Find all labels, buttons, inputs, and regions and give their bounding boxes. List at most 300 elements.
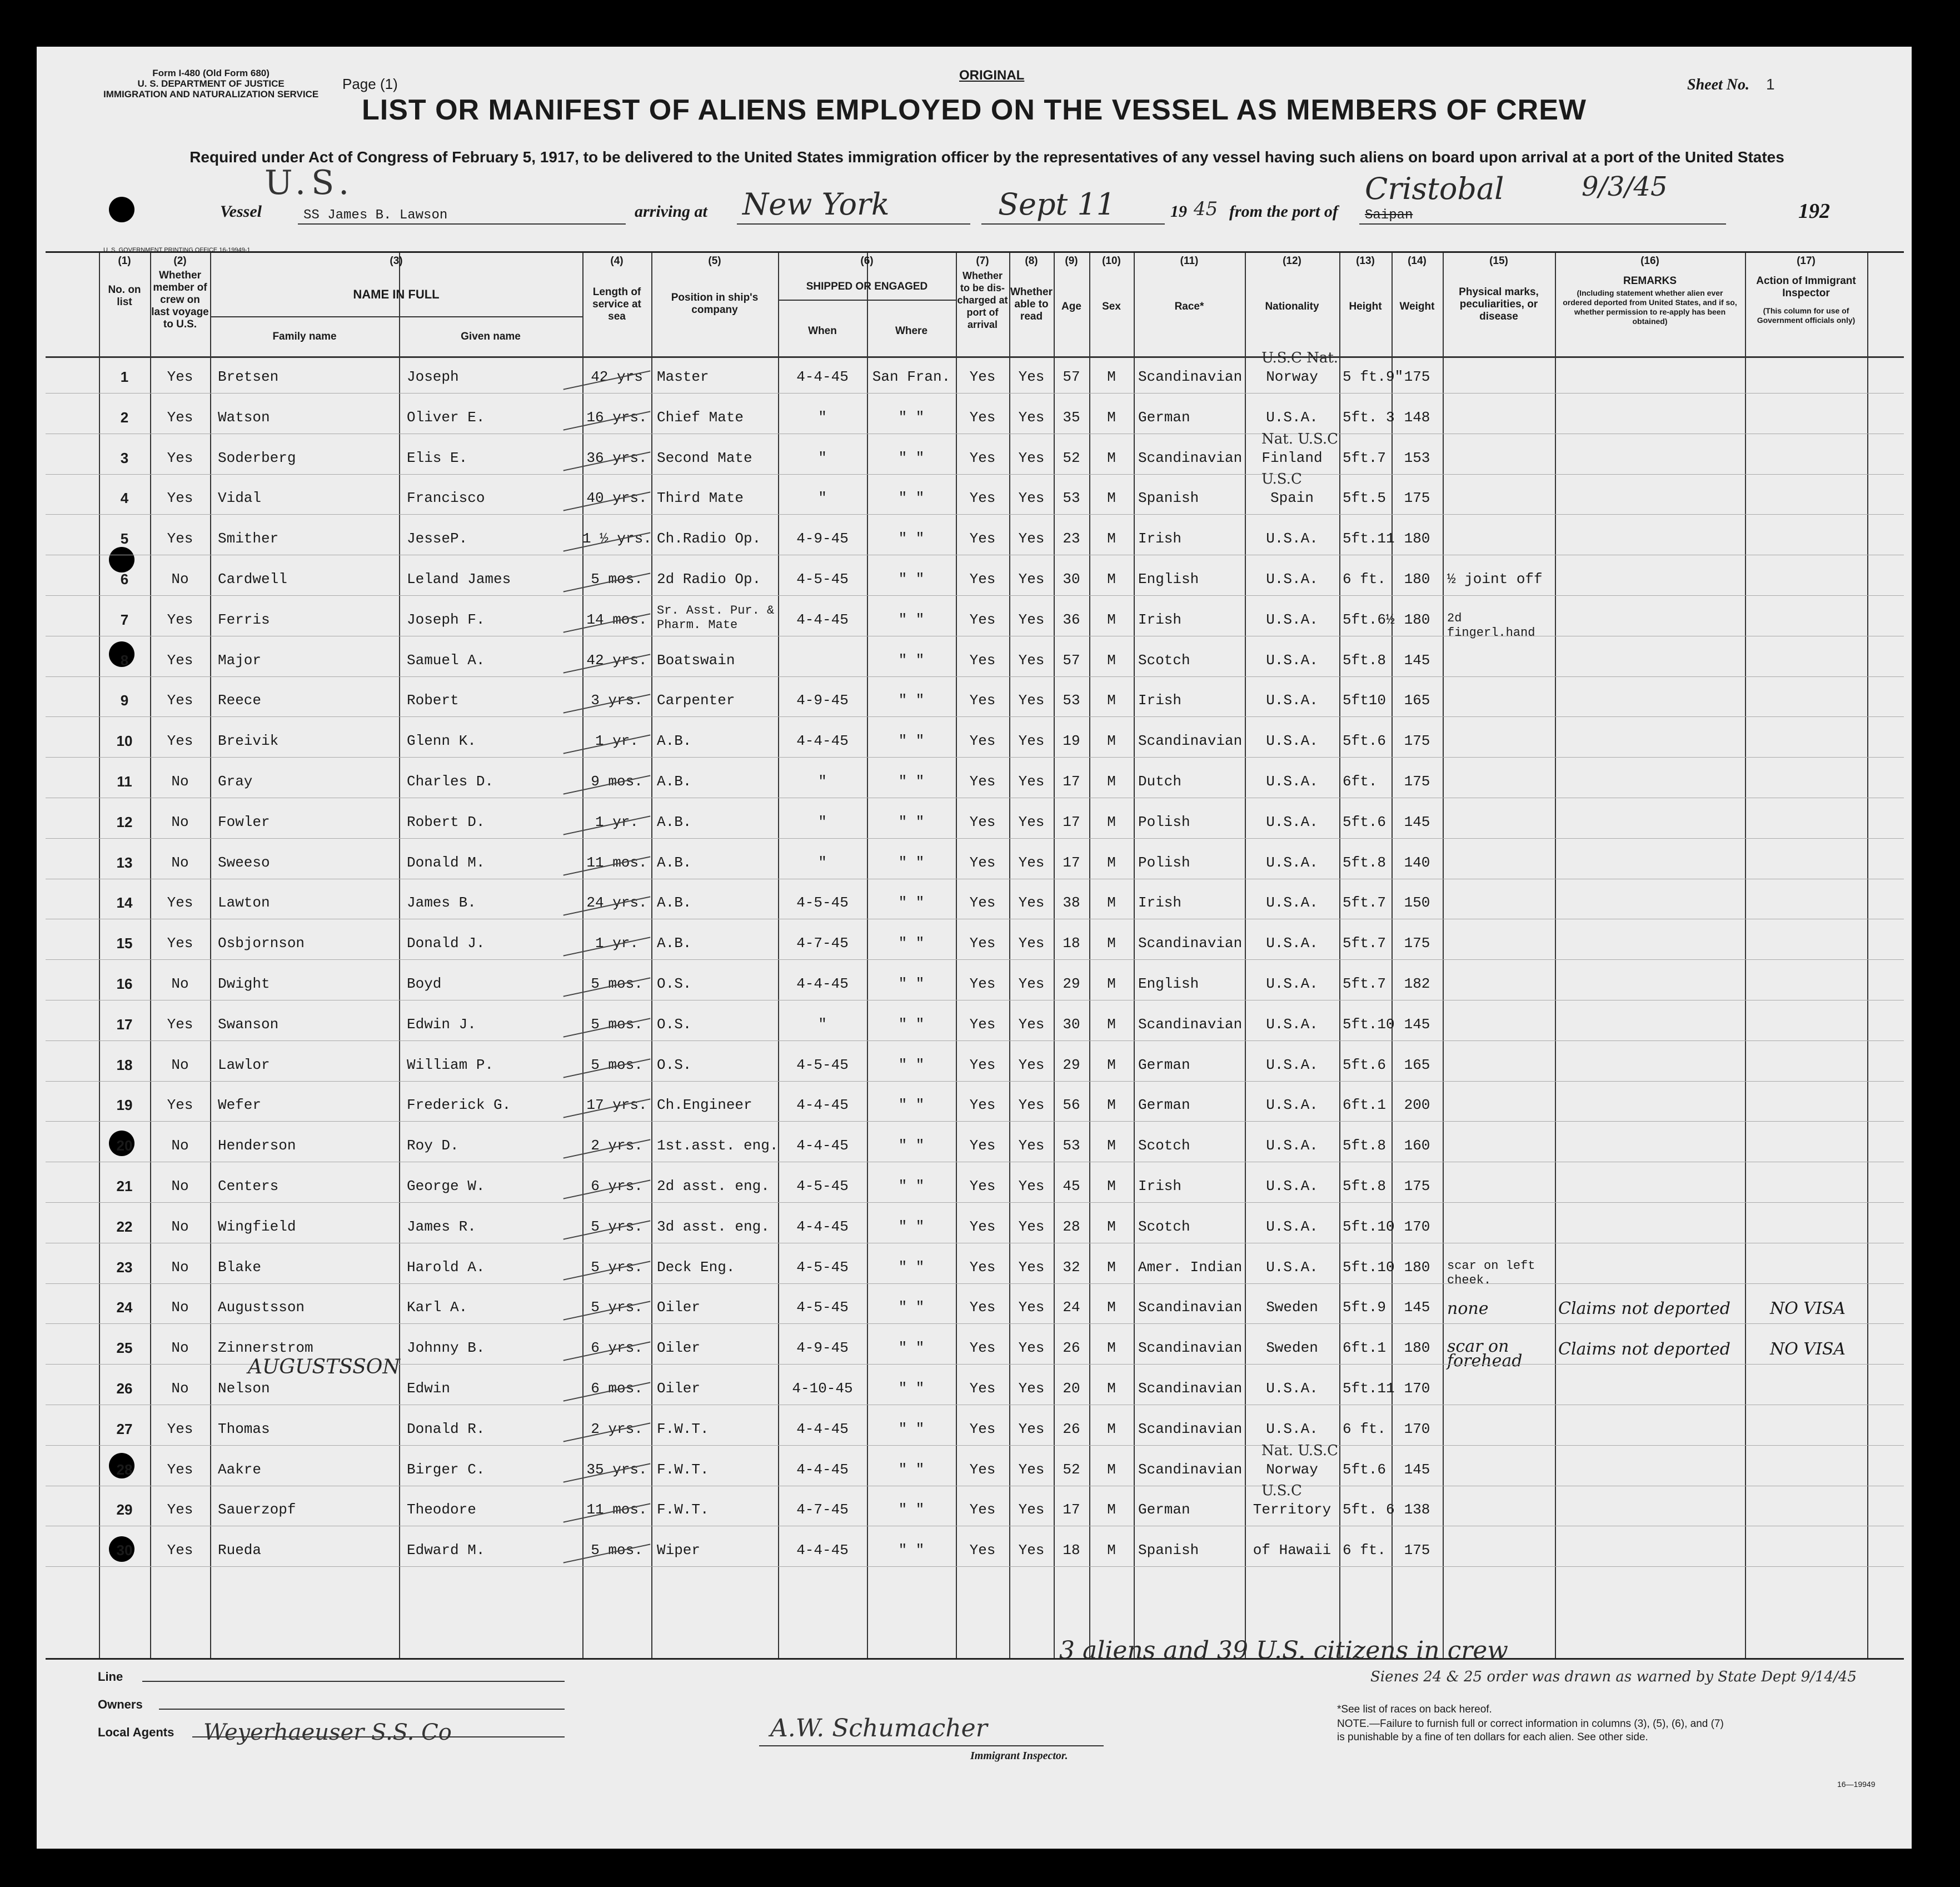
cell-remarks: Claims not deported xyxy=(1558,1340,1730,1360)
cell-discharged: Yes xyxy=(969,1380,996,1397)
cell-family: Lawlor xyxy=(218,1056,270,1073)
cell-when: 4-9-45 xyxy=(796,530,849,547)
cell-member: Yes xyxy=(167,1420,193,1437)
cell-discharged: Yes xyxy=(969,490,996,507)
cell-height: 6ft.1 xyxy=(1343,1340,1387,1357)
cell-given: Boyd xyxy=(407,975,442,992)
cell-height: 5ft.7 xyxy=(1343,975,1387,992)
cell-sex: M xyxy=(1107,935,1116,952)
cell-family: Henderson xyxy=(218,1137,296,1154)
cell-weight: 175 xyxy=(1404,1542,1430,1559)
cell-read: Yes xyxy=(1018,571,1045,587)
cell-position: Ch.Radio Op. xyxy=(657,530,761,547)
cell-nationality: U.S.A. xyxy=(1266,773,1318,790)
cell-where: " " xyxy=(898,1015,925,1033)
cell-weight: 180 xyxy=(1404,1340,1430,1357)
cell-height: 5ft10 xyxy=(1343,692,1387,709)
cell-where: " " xyxy=(898,1461,925,1478)
cell-no: 12 xyxy=(116,813,133,830)
cell-family: Smither xyxy=(218,530,279,547)
cell-given: Donald J. xyxy=(407,935,485,952)
cell-weight: 160 xyxy=(1404,1137,1430,1154)
cell-where: " " xyxy=(898,490,925,507)
cell-read: Yes xyxy=(1018,490,1045,507)
cell-where: " " xyxy=(898,1299,925,1316)
cell-discharged: Yes xyxy=(969,854,996,871)
cell-age: 30 xyxy=(1063,571,1080,587)
header-able-read: Whether able to read xyxy=(1010,286,1053,322)
header-discharged: Whether to be dis- charged at port of arrival xyxy=(957,270,1008,330)
cell-sex: M xyxy=(1107,530,1116,547)
cell-no: 27 xyxy=(116,1420,133,1437)
cell-position: Second Mate xyxy=(657,449,752,466)
cell-weight: 170 xyxy=(1404,1380,1430,1397)
cell-member: Yes xyxy=(167,935,193,952)
cell-where: " " xyxy=(898,1420,925,1437)
cell-where: " " xyxy=(898,530,925,547)
cell-position: 1st.asst. eng. xyxy=(657,1137,779,1154)
cell-no: 21 xyxy=(116,1178,133,1194)
manifest-sheet xyxy=(37,47,1912,1849)
cell-read: Yes xyxy=(1018,1420,1045,1437)
cell-no: 8 xyxy=(120,651,129,669)
vessel-label: Vessel xyxy=(220,202,262,221)
cell-height: 6 ft. xyxy=(1343,1420,1387,1437)
cell-family: Blake xyxy=(218,1258,262,1276)
cell-length: 11 mos. xyxy=(586,1501,647,1518)
departure-port: Cristobal xyxy=(1365,171,1504,206)
cell-member: Yes xyxy=(167,449,193,466)
cell-no: 24 xyxy=(116,1299,133,1316)
cell-when: 4-9-45 xyxy=(796,1340,849,1357)
cell-age: 26 xyxy=(1063,1340,1080,1357)
cell-discharged: Yes xyxy=(969,1015,996,1033)
agents-label: Local Agents xyxy=(98,1725,174,1739)
cell-length: 1 yr. xyxy=(595,813,639,830)
cell-age: 19 xyxy=(1063,733,1080,750)
cell-given: Edwin J. xyxy=(407,1015,476,1033)
cell-nationality: U.S.A. xyxy=(1266,692,1318,709)
cell-nationality: U.S.A. xyxy=(1266,571,1318,587)
cell-remarks: Claims not deported xyxy=(1558,1299,1730,1319)
cell-height: 5ft.10 xyxy=(1343,1218,1395,1235)
cell-nationality: of Hawaii xyxy=(1253,1542,1331,1559)
cell-no: 14 xyxy=(116,894,133,912)
cell-family: Vidal xyxy=(218,490,262,507)
cell-nationality: U.S.A. xyxy=(1266,975,1318,992)
cell-nationality: U.S.A. xyxy=(1266,854,1318,871)
cell-discharged: Yes xyxy=(969,611,996,628)
cell-nationality: U.S.A. xyxy=(1266,1420,1318,1437)
cell-family: Aakre xyxy=(218,1461,262,1478)
cell-weight: 180 xyxy=(1404,530,1430,547)
cell-given: Roy D. xyxy=(407,1137,459,1154)
cell-member: Yes xyxy=(167,1501,193,1518)
cell-length: 6 mos. xyxy=(591,1380,643,1397)
nationality-annotation: U.S.C xyxy=(1261,471,1302,488)
cell-position: Deck Eng. xyxy=(657,1258,735,1276)
cell-given: Oliver E. xyxy=(407,409,485,426)
cell-when: 4-4-45 xyxy=(796,1542,849,1559)
cell-when: 4-4-45 xyxy=(796,1137,849,1154)
cell-when: 4-4-45 xyxy=(796,1218,849,1235)
cell-family: Lawton xyxy=(218,894,270,912)
cell-read: Yes xyxy=(1018,1056,1045,1073)
cell-when: 4-9-45 xyxy=(796,692,849,709)
cell-when: 4-5-45 xyxy=(796,1056,849,1073)
cell-nationality: U.S.A. xyxy=(1266,1137,1318,1154)
cell-length: 42 yrs xyxy=(591,369,643,385)
nationality-annotation: Nat. U.S.C xyxy=(1261,430,1339,447)
cell-member: No xyxy=(171,1380,189,1397)
cell-position: Oiler xyxy=(657,1340,701,1357)
header-where: Where xyxy=(895,325,928,337)
cell-race: Scotch xyxy=(1138,1218,1190,1235)
cell-nationality: U.S.A. xyxy=(1266,1218,1318,1235)
cell-sex: M xyxy=(1107,975,1116,992)
cell-age: 52 xyxy=(1063,449,1080,466)
cell-no: 6 xyxy=(120,571,129,587)
cell-no: 23 xyxy=(116,1258,133,1276)
cell-discharged: Yes xyxy=(969,571,996,587)
cell-where: " " xyxy=(898,611,925,628)
local-agents-value: Weyerhaeuser S.S. Co xyxy=(203,1720,452,1745)
cell-race: Scandinavian xyxy=(1138,369,1243,385)
cell-race: Dutch xyxy=(1138,773,1182,790)
cell-sex: M xyxy=(1107,1420,1116,1437)
nationality-annotation: U.S.C xyxy=(1261,1482,1302,1500)
cell-family: Rueda xyxy=(218,1542,262,1559)
cell-sex: M xyxy=(1107,1015,1116,1033)
cell-weight: 180 xyxy=(1404,1258,1430,1276)
deportation-remark: Sienes 24 & 25 order was drawn as warned by State Dept 9/14/45 xyxy=(1370,1669,1857,1685)
cell-physical: none xyxy=(1447,1299,1489,1319)
cell-no: 7 xyxy=(120,611,129,628)
cell-weight: 170 xyxy=(1404,1420,1430,1437)
cell-age: 26 xyxy=(1063,1420,1080,1437)
cell-age: 20 xyxy=(1063,1380,1080,1397)
cell-where: " " xyxy=(898,1542,925,1559)
cell-nationality: U.S.A. xyxy=(1266,935,1318,952)
cell-height: 5ft.7 xyxy=(1343,935,1387,952)
cell-height: 5ft.5 xyxy=(1343,490,1387,507)
cell-discharged: Yes xyxy=(969,409,996,426)
cell-sex: M xyxy=(1107,733,1116,750)
cell-given: Charles D. xyxy=(407,773,494,790)
cell-read: Yes xyxy=(1018,651,1045,669)
header-when: When xyxy=(808,325,837,337)
cell-weight: 180 xyxy=(1404,611,1430,628)
cell-where: " " xyxy=(898,854,925,871)
cell-no: 1 xyxy=(120,369,129,385)
cell-no: 26 xyxy=(116,1380,133,1397)
cell-family: Dwight xyxy=(218,975,270,992)
arrival-year: 45 xyxy=(1194,198,1218,220)
inspector-signature: A.W. Schumacher xyxy=(770,1714,988,1742)
cell-physical: ½ joint off xyxy=(1447,571,1543,587)
cell-height: 6 ft. xyxy=(1343,1542,1387,1559)
cell-given: Harold A. xyxy=(407,1258,485,1276)
line-label: Line xyxy=(98,1670,123,1684)
cell-race: Irish xyxy=(1138,530,1182,547)
cell-weight: 175 xyxy=(1404,369,1430,385)
cell-sex: M xyxy=(1107,1380,1116,1397)
cell-member: No xyxy=(171,1258,189,1276)
cell-weight: 145 xyxy=(1404,1299,1430,1316)
cell-when: " xyxy=(818,773,827,790)
cell-height: 6ft.1 xyxy=(1343,1097,1387,1114)
cell-given: Edward M. xyxy=(407,1542,485,1559)
form-number: 16—19949 xyxy=(1837,1780,1876,1789)
cell-length: 16 yrs. xyxy=(586,409,647,426)
cell-height: 5ft.10 xyxy=(1343,1258,1395,1276)
cell-where: " " xyxy=(898,975,925,992)
cell-no: 19 xyxy=(116,1097,133,1114)
cell-weight: 145 xyxy=(1404,1015,1430,1033)
cell-height: 6 ft. xyxy=(1343,571,1387,587)
cell-where: " " xyxy=(898,935,925,952)
cell-read: Yes xyxy=(1018,773,1045,790)
cell-sex: M xyxy=(1107,1218,1116,1235)
cell-given: JesseP. xyxy=(407,530,468,547)
cell-race: Irish xyxy=(1138,1178,1182,1194)
cell-nationality: U.S.A. xyxy=(1266,530,1318,547)
cell-nationality: U.S.A. xyxy=(1266,1097,1318,1114)
cell-discharged: Yes xyxy=(969,1178,996,1194)
cell-read: Yes xyxy=(1018,1015,1045,1033)
cell-family: Gray xyxy=(218,773,253,790)
cell-member: Yes xyxy=(167,651,193,669)
cell-read: Yes xyxy=(1018,935,1045,952)
cell-family: Bretsen xyxy=(218,369,279,385)
header-sex: Sex xyxy=(1102,301,1121,312)
cell-family: Sauerzopf xyxy=(218,1501,296,1518)
cell-position: Chief Mate xyxy=(657,409,744,426)
cell-sex: M xyxy=(1107,894,1116,912)
cell-weight: 180 xyxy=(1404,571,1430,587)
cell-length: 5 mos. xyxy=(591,1015,643,1033)
cell-given: Joseph F. xyxy=(407,611,485,628)
cell-sex: M xyxy=(1107,1097,1116,1114)
cell-race: Scandinavian xyxy=(1138,449,1243,466)
cell-when: 4-7-45 xyxy=(796,1501,849,1518)
cell-age: 53 xyxy=(1063,692,1080,709)
cell-when: 4-4-45 xyxy=(796,733,849,750)
cell-weight: 153 xyxy=(1404,449,1430,466)
cell-read: Yes xyxy=(1018,854,1045,871)
cell-race: Scotch xyxy=(1138,1137,1190,1154)
cell-where: " " xyxy=(898,1501,925,1518)
cell-member: No xyxy=(171,1137,189,1154)
arrival-port: New York xyxy=(742,187,890,222)
crew-summary: 3 aliens and 39 U.S. citizens in crew xyxy=(1059,1636,1508,1665)
cell-discharged: Yes xyxy=(969,369,996,385)
cell-weight: 175 xyxy=(1404,733,1430,750)
cell-weight: 170 xyxy=(1404,1218,1430,1235)
cell-member: No xyxy=(171,1178,189,1194)
cell-height: 5ft.11 xyxy=(1343,530,1395,547)
cell-age: 17 xyxy=(1063,1501,1080,1518)
cell-family: Centers xyxy=(218,1178,279,1194)
header-shipped: SHIPPED OR ENGAGED xyxy=(806,281,928,292)
cell-weight: 200 xyxy=(1404,1097,1430,1114)
cell-length: 1 yr. xyxy=(595,733,639,750)
cell-no: 30 xyxy=(116,1542,133,1559)
cell-where: " " xyxy=(898,773,925,790)
cell-race: Scandinavian xyxy=(1138,733,1243,750)
cell-age: 57 xyxy=(1063,651,1080,669)
cell-position: A.B. xyxy=(657,733,692,750)
cell-nationality: U.S.A. xyxy=(1266,1258,1318,1276)
cell-given: Elis E. xyxy=(407,449,468,466)
cell-race: Scandinavian xyxy=(1138,935,1243,952)
cell-age: 56 xyxy=(1063,1097,1080,1114)
cell-member: No xyxy=(171,1299,189,1316)
cell-no: 10 xyxy=(116,733,133,750)
cell-length: 5 mos. xyxy=(591,571,643,587)
cell-weight: 138 xyxy=(1404,1501,1430,1518)
cell-when: 4-5-45 xyxy=(796,894,849,912)
cell-length: 42 yrs. xyxy=(586,651,647,669)
cell-member: Yes xyxy=(167,530,193,547)
cell-nationality: Norway xyxy=(1266,369,1318,385)
header-action-sub: (This column for use of Government officials only) xyxy=(1757,306,1856,325)
cell-member: No xyxy=(171,1340,189,1357)
cell-family: Swanson xyxy=(218,1015,279,1033)
cell-member: No xyxy=(171,571,189,587)
cell-length: 5 yrs. xyxy=(591,1258,643,1276)
cell-nationality: Norway xyxy=(1266,1461,1318,1478)
cell-race: Irish xyxy=(1138,692,1182,709)
cell-height: 5ft.6 xyxy=(1343,813,1387,830)
cell-age: 53 xyxy=(1063,1137,1080,1154)
cell-discharged: Yes xyxy=(969,530,996,547)
cell-family: Fowler xyxy=(218,813,270,830)
cell-sex: M xyxy=(1107,692,1116,709)
cell-when: 4-5-45 xyxy=(796,1258,849,1276)
cell-height: 5ft.7 xyxy=(1343,449,1387,466)
cell-given: Joseph xyxy=(407,369,459,385)
cell-nationality: U.S.A. xyxy=(1266,1015,1318,1033)
cell-height: 5ft.6 xyxy=(1343,1056,1387,1073)
cell-family: Cardwell xyxy=(218,571,287,587)
cell-length: 5 yrs. xyxy=(591,1218,643,1235)
cell-read: Yes xyxy=(1018,733,1045,750)
cell-length: 36 yrs. xyxy=(586,449,647,466)
cell-given: Robert xyxy=(407,692,459,709)
form-year: 192 xyxy=(1798,200,1830,223)
cell-read: Yes xyxy=(1018,409,1045,426)
cell-race: Spanish xyxy=(1138,1542,1199,1559)
cell-where: " " xyxy=(898,733,925,750)
cell-family: Augustsson xyxy=(218,1299,305,1316)
cell-weight: 175 xyxy=(1404,490,1430,507)
cell-physical: scar on left cheek. xyxy=(1447,1258,1535,1287)
cell-read: Yes xyxy=(1018,1380,1045,1397)
cell-discharged: Yes xyxy=(969,1097,996,1114)
cell-length: 11 mos. xyxy=(586,854,647,871)
cell-position: Ch.Engineer xyxy=(657,1097,752,1114)
cell-sex: M xyxy=(1107,651,1116,669)
cell-when: " xyxy=(818,813,827,830)
cell-position: F.W.T. xyxy=(657,1501,709,1518)
cell-no: 25 xyxy=(116,1340,133,1357)
cell-position: A.B. xyxy=(657,854,692,871)
cell-discharged: Yes xyxy=(969,935,996,952)
cell-length: 1 yr. xyxy=(595,935,639,952)
cell-read: Yes xyxy=(1018,894,1045,912)
cell-nationality: Sweden xyxy=(1266,1340,1318,1357)
handwritten-augustsson: AUGUSTSSON xyxy=(248,1356,400,1378)
cell-sex: M xyxy=(1107,449,1116,466)
cell-height: 5ft.10 xyxy=(1343,1015,1395,1033)
cell-read: Yes xyxy=(1018,1299,1045,1316)
cell-discharged: Yes xyxy=(969,1501,996,1518)
cell-read: Yes xyxy=(1018,813,1045,830)
cell-nationality: Territory xyxy=(1253,1501,1331,1518)
cell-race: English xyxy=(1138,975,1199,992)
cell-age: 45 xyxy=(1063,1178,1080,1194)
cell-length: 5 mos. xyxy=(591,1056,643,1073)
cell-no: 15 xyxy=(116,935,133,952)
cell-member: Yes xyxy=(167,733,193,750)
cell-family: Major xyxy=(218,651,262,669)
cell-action: NO VISA xyxy=(1769,1299,1846,1319)
cell-weight: 182 xyxy=(1404,975,1430,992)
cell-height: 5ft. 3 xyxy=(1343,409,1395,426)
cell-length: 9 mos. xyxy=(591,773,643,790)
cell-nationality: U.S.A. xyxy=(1266,611,1318,628)
cell-when: " xyxy=(818,490,827,507)
cell-family: Osbjornson xyxy=(218,935,305,952)
cell-position: Boatswain xyxy=(657,651,735,669)
cell-nationality: U.S.A. xyxy=(1266,1178,1318,1194)
cell-length: 35 yrs. xyxy=(586,1461,647,1478)
cell-position: O.S. xyxy=(657,975,692,992)
cell-member: No xyxy=(171,813,189,830)
cell-read: Yes xyxy=(1018,1501,1045,1518)
cell-weight: 145 xyxy=(1404,651,1430,669)
cell-height: 5ft.8 xyxy=(1343,854,1387,871)
cell-weight: 145 xyxy=(1404,813,1430,830)
cell-race: German xyxy=(1138,409,1190,426)
arrival-date: Sept 11 xyxy=(998,187,1116,222)
cell-member: Yes xyxy=(167,1015,193,1033)
cell-when: 4-4-45 xyxy=(796,1420,849,1437)
cell-where: " " xyxy=(898,1137,925,1154)
cell-where: " " xyxy=(898,894,925,912)
cell-family: Sweeso xyxy=(218,854,270,871)
cell-read: Yes xyxy=(1018,1340,1045,1357)
cell-age: 29 xyxy=(1063,1056,1080,1073)
cell-age: 36 xyxy=(1063,611,1080,628)
races-note: *See list of races on back hereof. xyxy=(1337,1704,1492,1715)
cell-race: Amer. Indian xyxy=(1138,1258,1243,1276)
cell-family: Ferris xyxy=(218,611,270,628)
header-family-name: Family name xyxy=(272,331,337,342)
header-length: Length of service at sea xyxy=(592,286,641,322)
cell-sex: M xyxy=(1107,1501,1116,1518)
cell-no: 18 xyxy=(116,1056,133,1073)
cell-position: 3d asst. eng. xyxy=(657,1218,770,1235)
cell-discharged: Yes xyxy=(969,813,996,830)
cell-family: Zinnerstrom xyxy=(218,1340,313,1357)
cell-nationality: U.S.A. xyxy=(1266,1380,1318,1397)
cell-sex: M xyxy=(1107,409,1116,426)
cell-when: " xyxy=(818,449,827,466)
cell-when: 4-4-45 xyxy=(796,1097,849,1114)
cell-member: No xyxy=(171,1218,189,1235)
